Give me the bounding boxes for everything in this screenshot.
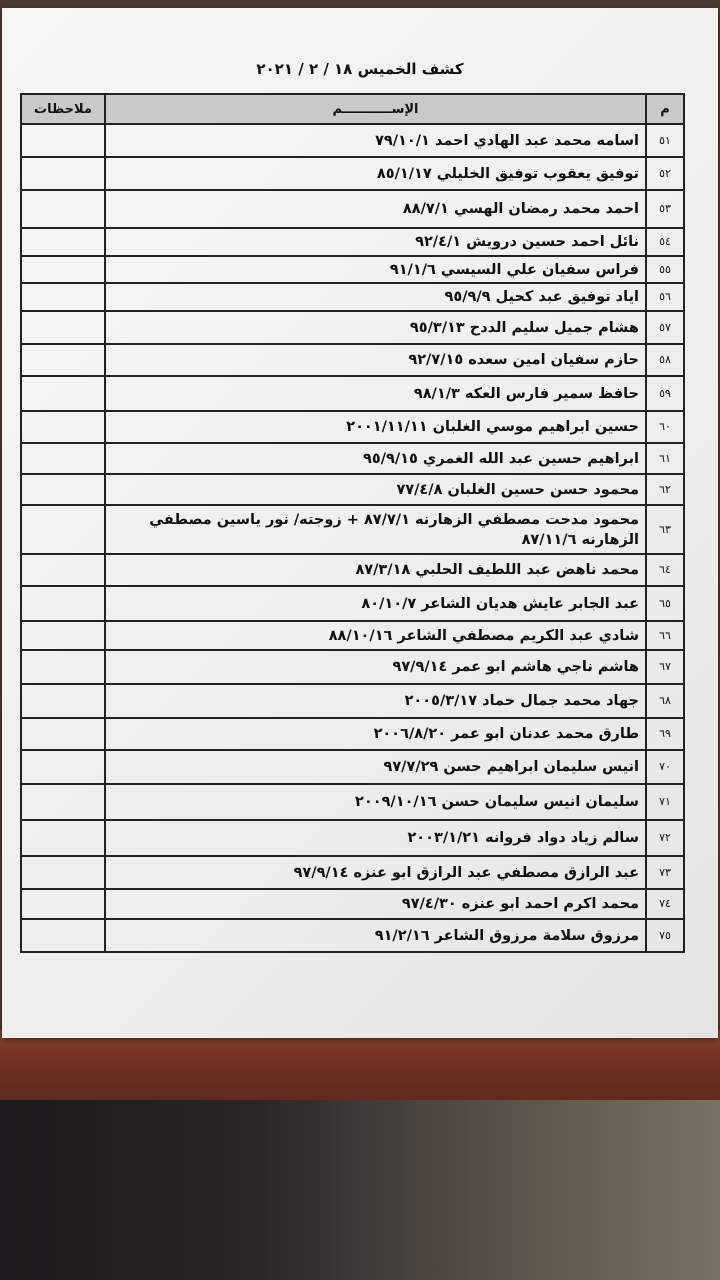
row-number: ٧٢ bbox=[646, 820, 684, 856]
row-name: حازم سفيان امين سعده ٩٢/٧/١٥ bbox=[105, 344, 646, 376]
table-row bbox=[21, 157, 684, 190]
row-number: ٥٤ bbox=[646, 228, 684, 256]
table-row bbox=[21, 283, 684, 311]
table-row bbox=[21, 586, 684, 621]
table-row bbox=[21, 919, 684, 952]
row-number: ٧٤ bbox=[646, 889, 684, 919]
header-name: الإســـــــــــم bbox=[105, 94, 646, 124]
table-header-row bbox=[21, 94, 684, 124]
row-name: نائل احمد حسين درويش ٩٢/٤/١ bbox=[105, 228, 646, 256]
row-name: هاشم ناجي هاشم ابو عمر ٩٧/٩/١٤ bbox=[105, 650, 646, 684]
table-row bbox=[21, 820, 684, 856]
row-name: محمود مدحت مصطفي الزهارنه ٨٧/٧/١ + زوجته/ نور ياسين مصطفي الزهارنه ٨٧/١١/٦ bbox=[105, 505, 646, 554]
row-notes bbox=[21, 443, 105, 474]
table-row bbox=[21, 684, 684, 718]
row-name: محمد ناهض عبد اللطيف الحلبي ٨٧/٣/١٨ bbox=[105, 554, 646, 586]
row-notes bbox=[21, 124, 105, 157]
row-number: ٥٣ bbox=[646, 190, 684, 228]
row-name: اياد توفيق عبد كحيل ٩٥/٩/٩ bbox=[105, 283, 646, 311]
row-name: محمد اكرم احمد ابو عنزه ٩٧/٤/٣٠ bbox=[105, 889, 646, 919]
row-name: سالم زياد دواد فروانه ٢٠٠٣/١/٢١ bbox=[105, 820, 646, 856]
table-row bbox=[21, 750, 684, 784]
row-name: طارق محمد عدنان ابو عمر ٢٠٠٦/٨/٢٠ bbox=[105, 718, 646, 750]
document-title: كشف الخميس ١٨ / ٢ / ٢٠٢١ bbox=[256, 60, 464, 78]
table-row bbox=[21, 856, 684, 889]
table-row bbox=[21, 554, 684, 586]
row-notes bbox=[21, 750, 105, 784]
table-row bbox=[21, 311, 684, 344]
row-name: ابراهيم حسين عبد الله الغمري ٩٥/٩/١٥ bbox=[105, 443, 646, 474]
header-notes: ملاحظات bbox=[21, 94, 105, 124]
row-number: ٦٩ bbox=[646, 718, 684, 750]
row-notes bbox=[21, 684, 105, 718]
row-name: سليمان انيس سليمان حسن ٢٠٠٩/١٠/١٦ bbox=[105, 784, 646, 820]
table-row bbox=[21, 889, 684, 919]
row-notes bbox=[21, 889, 105, 919]
row-number: ٦٢ bbox=[646, 474, 684, 505]
row-notes bbox=[21, 411, 105, 443]
row-notes bbox=[21, 256, 105, 283]
row-number: ٦٣ bbox=[646, 505, 684, 554]
row-name: حسين ابراهيم موسي الغلبان ٢٠٠١/١١/١١ bbox=[105, 411, 646, 443]
table-row bbox=[21, 344, 684, 376]
row-number: ٦٨ bbox=[646, 684, 684, 718]
row-number: ٦٦ bbox=[646, 621, 684, 650]
row-name: احمد محمد رمضان الهسي ٨٨/٧/١ bbox=[105, 190, 646, 228]
row-number: ٥٨ bbox=[646, 344, 684, 376]
row-notes bbox=[21, 718, 105, 750]
header-num: م bbox=[646, 94, 684, 124]
row-notes bbox=[21, 919, 105, 952]
row-name: عبد الجابر عايش هديان الشاعر ٨٠/١٠/٧ bbox=[105, 586, 646, 621]
row-notes bbox=[21, 650, 105, 684]
row-notes bbox=[21, 376, 105, 411]
table-row bbox=[21, 474, 684, 505]
row-number: ٦٥ bbox=[646, 586, 684, 621]
table-row bbox=[21, 256, 684, 283]
row-number: ٥١ bbox=[646, 124, 684, 157]
row-notes bbox=[21, 505, 105, 554]
table-row bbox=[21, 621, 684, 650]
row-number: ٥٢ bbox=[646, 157, 684, 190]
row-number: ٦٠ bbox=[646, 411, 684, 443]
table-row bbox=[21, 190, 684, 228]
row-number: ٥٦ bbox=[646, 283, 684, 311]
row-name: محمود حسن حسين الغلبان ٧٧/٤/٨ bbox=[105, 474, 646, 505]
table-row bbox=[21, 718, 684, 750]
row-number: ٧٥ bbox=[646, 919, 684, 952]
row-number: ٧٠ bbox=[646, 750, 684, 784]
row-number: ٥٩ bbox=[646, 376, 684, 411]
row-number: ٥٥ bbox=[646, 256, 684, 283]
row-name: مرزوق سلامة مرزوق الشاعر ٩١/٢/١٦ bbox=[105, 919, 646, 952]
row-number: ٦٤ bbox=[646, 554, 684, 586]
row-name: شادي عبد الكريم مصطفي الشاعر ٨٨/١٠/١٦ bbox=[105, 621, 646, 650]
wooden-table-edge bbox=[0, 1030, 720, 1110]
row-notes bbox=[21, 190, 105, 228]
row-notes bbox=[21, 474, 105, 505]
table-row bbox=[21, 650, 684, 684]
row-notes bbox=[21, 283, 105, 311]
row-name: فراس سفيان علي السيسي ٩١/١/٦ bbox=[105, 256, 646, 283]
row-number: ٧٣ bbox=[646, 856, 684, 889]
table-row bbox=[21, 443, 684, 474]
row-number: ٦١ bbox=[646, 443, 684, 474]
table-row bbox=[21, 228, 684, 256]
row-name: اسامه محمد عبد الهادي احمد ٧٩/١٠/١ bbox=[105, 124, 646, 157]
table-row bbox=[21, 376, 684, 411]
row-notes bbox=[21, 228, 105, 256]
row-name: هشام جميل سليم الددح ٩٥/٣/١٣ bbox=[105, 311, 646, 344]
row-notes bbox=[21, 856, 105, 889]
row-notes bbox=[21, 784, 105, 820]
row-number: ٥٧ bbox=[646, 311, 684, 344]
row-notes bbox=[21, 157, 105, 190]
row-notes bbox=[21, 554, 105, 586]
row-notes bbox=[21, 621, 105, 650]
row-notes bbox=[21, 586, 105, 621]
row-number: ٧١ bbox=[646, 784, 684, 820]
row-notes bbox=[21, 344, 105, 376]
names-table bbox=[20, 93, 685, 953]
table-row bbox=[21, 505, 684, 554]
row-name: حافظ سمير فارس العكه ٩٨/١/٣ bbox=[105, 376, 646, 411]
floor-background bbox=[0, 1100, 720, 1280]
table-row bbox=[21, 124, 684, 157]
table-row bbox=[21, 411, 684, 443]
row-number: ٦٧ bbox=[646, 650, 684, 684]
row-notes bbox=[21, 311, 105, 344]
table-row bbox=[21, 784, 684, 820]
row-name: انيس سليمان ابراهيم حسن ٩٧/٧/٢٩ bbox=[105, 750, 646, 784]
row-name: عبد الرازق مصطفي عبد الرازق ابو عنزه ٩٧/٩/١٤ bbox=[105, 856, 646, 889]
row-name: جهاد محمد جمال حماد ٢٠٠٥/٣/١٧ bbox=[105, 684, 646, 718]
row-name: توفيق يعقوب توفيق الخليلي ٨٥/١/١٧ bbox=[105, 157, 646, 190]
row-notes bbox=[21, 820, 105, 856]
